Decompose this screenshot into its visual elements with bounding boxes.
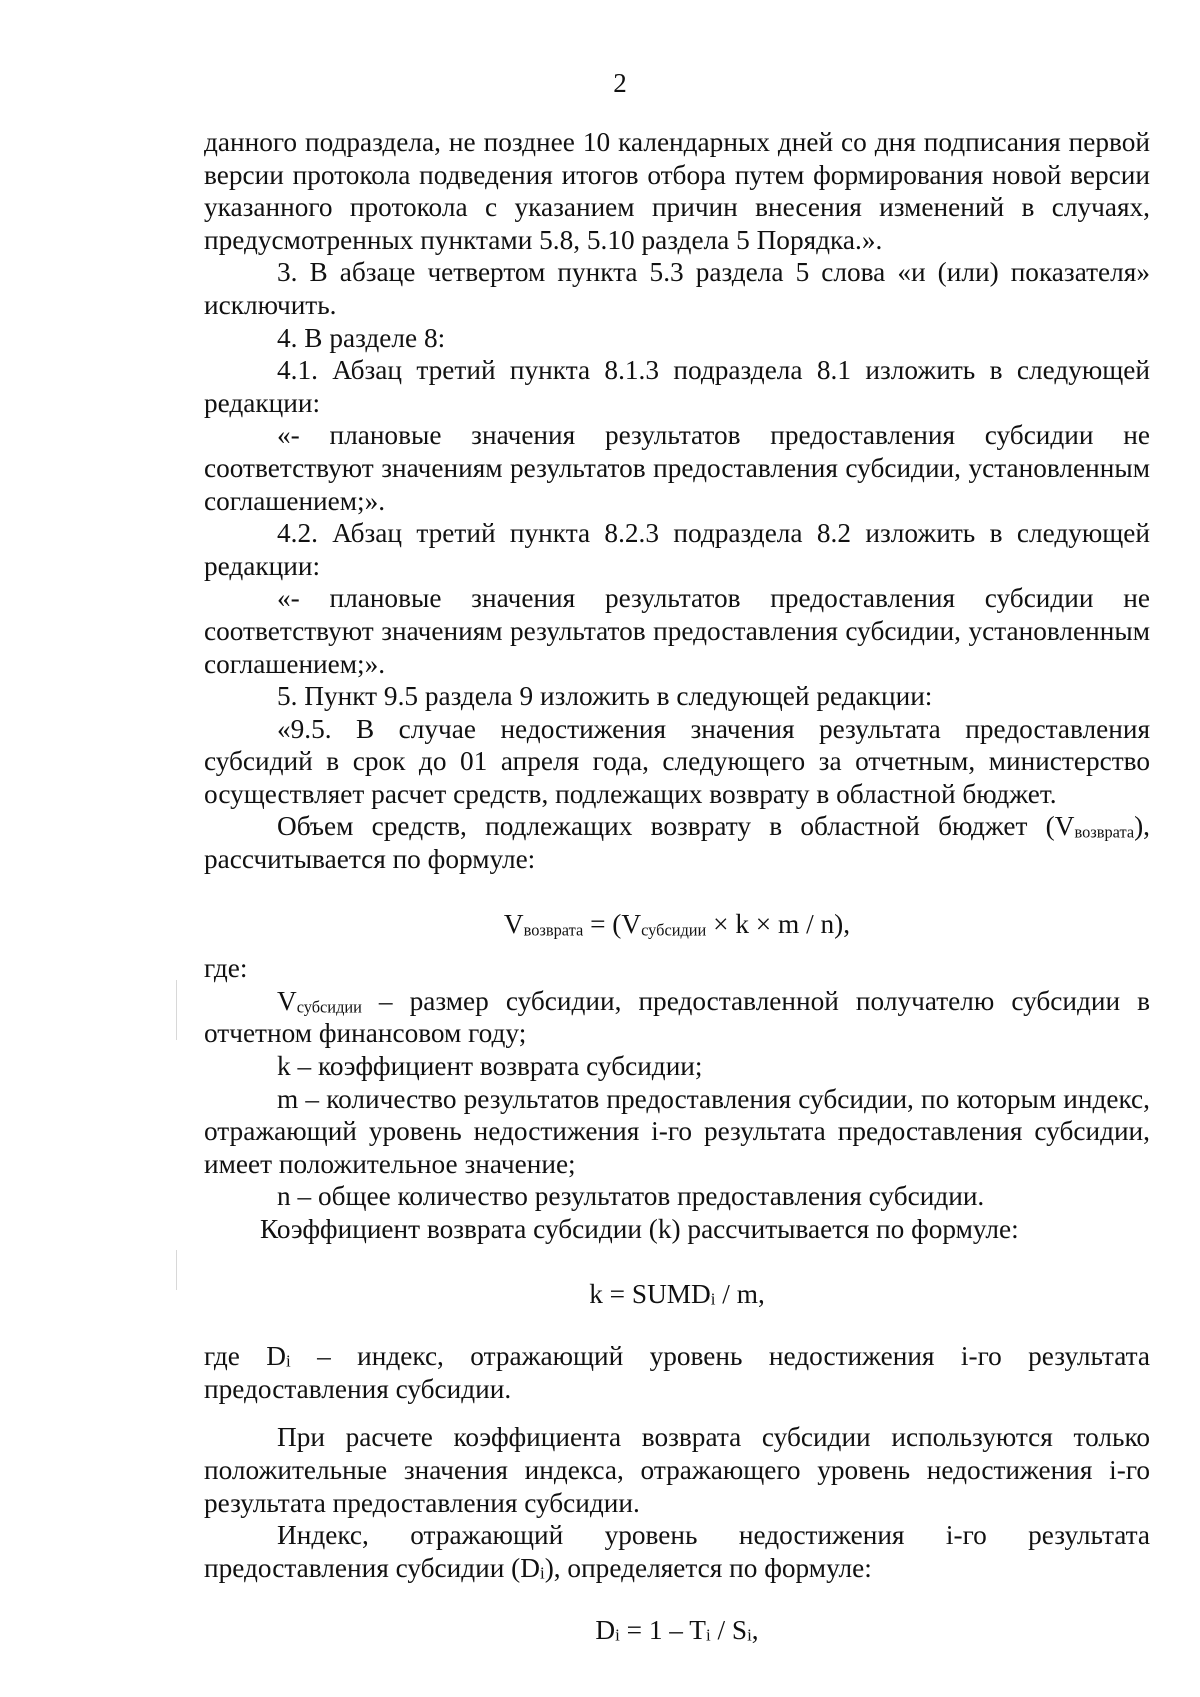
paragraph: Коэффициент возврата субсидии (k) рассчитывается по формуле: <box>260 1214 1019 1244</box>
paragraph: 5. Пункт 9.5 раздела 9 изложить в следующей редакции: <box>277 681 933 712</box>
quoted-paragraph: «- плановые значения результатов предоставления субсидии не соответствуют значениям результатов предоставления субсидии, установленным соглашением;». <box>204 583 1150 679</box>
quoted-paragraph: «9.5. В случае недостижения значения результата предоставления субсидий в срок до 01 апреля года, следующего за отчетным, министерство осуществляет расчет средств, подлежащих возврату в областной бюджет. <box>204 713 1150 809</box>
definition-di <box>204 1340 1150 1405</box>
paragraph: 4.2. Абзац третий пункта 8.2.3 подраздела 8.2 изложить в следующей редакции: <box>204 518 1150 581</box>
formula-part: × k × m / n), <box>706 908 851 939</box>
text-fragment: Индекс, отражающий уровень недостижения i-го результата предоставления субсидии (D <box>204 1520 1150 1583</box>
formula-part: = 1 – T <box>619 1615 706 1646</box>
subscript: i <box>285 1351 291 1371</box>
where-label: где: <box>204 953 248 984</box>
definition-n: n – общее количество результатов предоставления субсидии. <box>277 1181 985 1212</box>
formula-part: D <box>595 1615 616 1646</box>
text-fragment: – индекс, отражающий уровень недостижения i-го результата предоставления субсидии. <box>204 1341 1150 1404</box>
paragraph <box>204 1519 1150 1584</box>
scan-artifact-line <box>176 980 177 1040</box>
text-fragment: ), определяется по формуле: <box>544 1552 872 1583</box>
subscript: i <box>539 1563 545 1583</box>
text-fragment: где D <box>204 1341 286 1372</box>
scan-artifact-line <box>176 1250 177 1290</box>
formula-part: / S <box>710 1615 748 1646</box>
paragraph: 3. В абзаце четвертом пункта 5.3 раздела 5 слова «и (или) показателя» исключить. <box>204 257 1150 320</box>
document-body <box>204 126 1150 1647</box>
paragraph: данного подраздела, не позднее 10 календарных дней со дня подписания первой версии протокола подведения итогов отбора путем формирования новой версии указанного протокола с указанием причин внесения изменений в случаях, предусмотренных пунктами 5.8, 5.10 раздела 5 Порядка.». <box>204 127 1150 255</box>
subscript: i <box>710 1289 716 1309</box>
subscript: возврата <box>523 920 584 940</box>
paragraph <box>204 810 1150 875</box>
paragraph: 4. В разделе 8: <box>277 322 446 353</box>
paragraph: При расчете коэффициента возврата субсидии используются только положительные значения индекса, отражающего уровень недостижения i-го результата предоставления субсидии. <box>204 1422 1150 1518</box>
formula-part: V <box>503 908 524 939</box>
definition-v-subsidy <box>204 985 1150 1050</box>
definition-m: m – количество результатов предоставления субсидии, по которым индекс, отражающий уровень недостижения i-го результата предоставления субсидии, имеет положительное значение; <box>204 1083 1150 1179</box>
text-fragment: ), рассчитывается по формуле: <box>204 811 1150 875</box>
subscript: субсидии <box>641 920 707 940</box>
formula-coefficient-k <box>204 1278 1150 1311</box>
formula-index-di <box>204 1614 1150 1647</box>
page-number: 2 <box>613 68 627 98</box>
subscript: i <box>747 1626 752 1646</box>
formula-part: / m, <box>715 1278 765 1309</box>
subscript: возврата <box>1074 822 1135 842</box>
subscript: i <box>705 1626 711 1646</box>
formula-return-volume <box>204 908 1150 941</box>
quoted-paragraph: «- плановые значения результатов предоставления субсидии не соответствуют значениям результатов предоставления субсидии, установленным соглашением;». <box>204 420 1150 516</box>
paragraph: 4.1. Абзац третий пункта 8.1.3 подраздела 8.1 изложить в следующей редакции: <box>204 355 1150 418</box>
formula-part: k = SUMD <box>589 1278 711 1309</box>
text-fragment: Объем средств, подлежащих возврату в областной бюджет (V <box>277 811 1075 842</box>
text-fragment: V <box>277 985 297 1016</box>
formula-part: , <box>751 1615 759 1646</box>
definition-k: k – коэффициент возврата субсидии; <box>277 1051 703 1082</box>
text-fragment: – размер субсидии, предоставленной получателю субсидии в отчетном финансовом году; <box>204 985 1150 1049</box>
formula-part: = (V <box>583 908 642 939</box>
subscript: субсидии <box>296 997 362 1017</box>
subscript: i <box>615 1626 620 1646</box>
